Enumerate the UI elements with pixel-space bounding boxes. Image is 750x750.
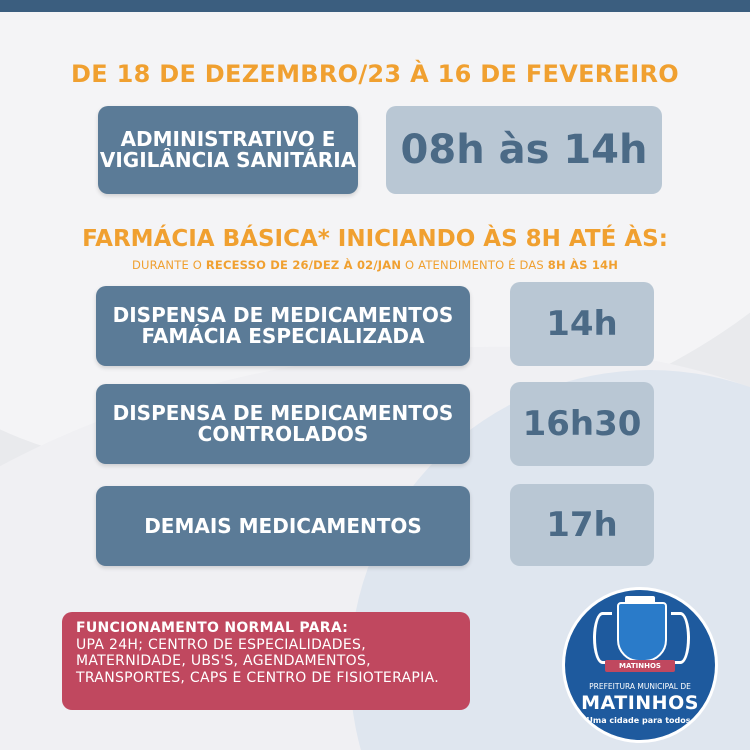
row-controlled-label: DISPENSA DE MEDICAMENTOS CONTROLADOS [96,384,470,464]
row-specialized-time: 14h [510,282,654,366]
normal-operation-box [62,612,470,710]
logo-line1: PREFEITURA MUNICIPAL DE [589,682,691,691]
normal-operation-title: FUNCIONAMENTO NORMAL PARA: [76,620,349,636]
pharmacy-heading: FARMÁCIA BÁSICA* INICIANDO ÀS 8H ATÉ ÀS: [82,226,668,252]
row-other-label: DEMAIS MEDICAMENTOS [96,486,470,566]
pharmacy-note [0,258,750,272]
administrative-label: ADMINISTRATIVO E VIGILÂNCIA SANITÁRIA [98,106,358,194]
laurel-left-icon [593,612,612,664]
top-bar [0,0,750,12]
matinhos-logo [565,590,715,740]
coat-of-arms-icon [617,602,667,662]
laurel-right-icon [671,612,690,664]
note-hours: 8H ÀS 14H [547,258,619,272]
row-specialized-label: DISPENSA DE MEDICAMENTOS FAMÁCIA ESPECIALIZADA [96,286,470,366]
row-other-time: 17h [510,484,654,566]
logo-name: MATINHOS [581,692,699,714]
administrative-hours: 08h às 14h [386,106,662,194]
period-heading: DE 18 DE DEZEMBRO/23 À 16 DE FEVEREIRO [71,60,679,88]
row-controlled-time: 16h30 [510,382,654,466]
logo-slogan: Uma cidade para todos. [586,716,694,725]
note-middle: O ATENDIMENTO É DAS [401,258,548,272]
normal-operation-text: UPA 24H; CENTRO DE ESPECIALIDADES, MATERNIDADE, UBS'S, AGENDAMENTOS, TRANSPORTES, CAPS E CENTRO DE FISIOTERAPIA. [76,636,439,686]
note-recess: RECESSO DE 26/DEZ À 02/JAN [205,258,402,272]
note-prefix: DURANTE O [131,258,206,272]
logo-ribbon: MATINHOS [605,660,675,672]
